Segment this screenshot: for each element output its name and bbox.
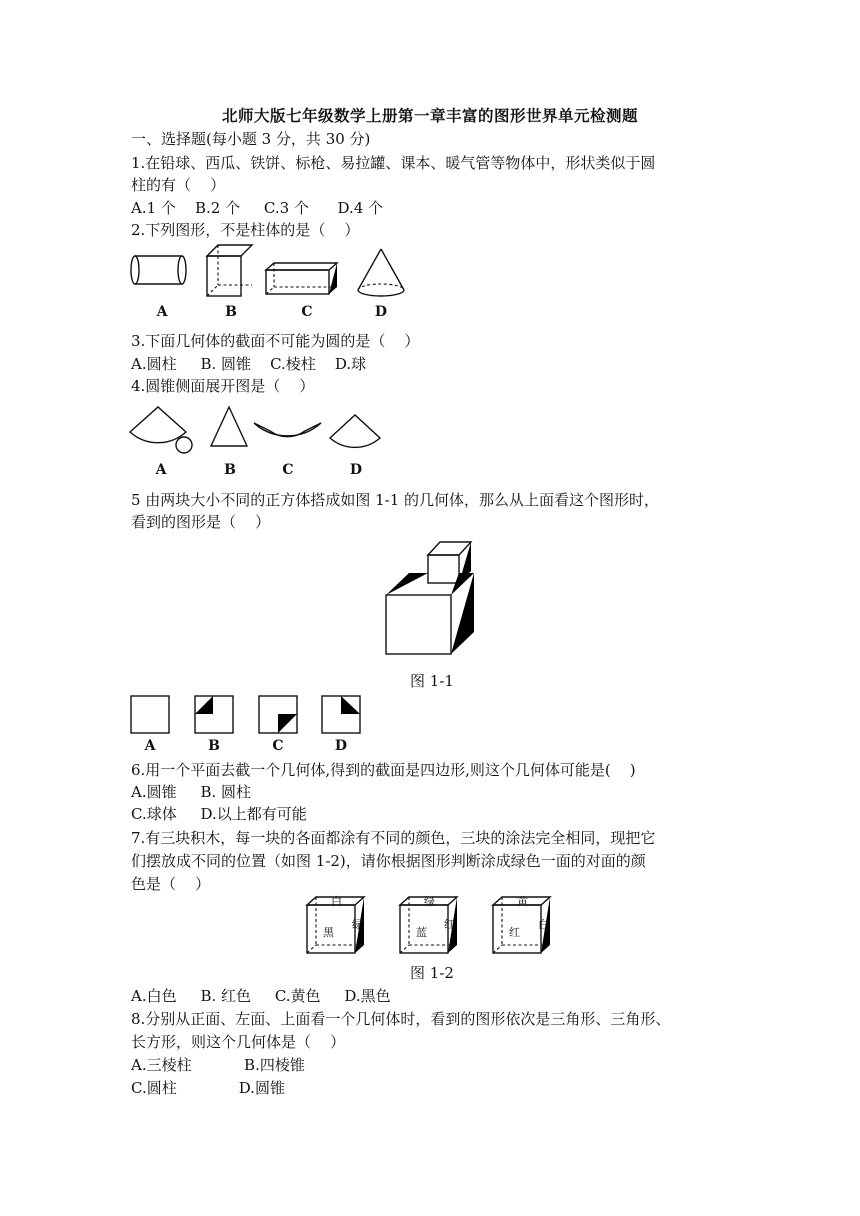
q3-stem: 3.下面几何体的截面不可能为圆的是（ ） (131, 332, 420, 350)
q7-stem-line1: 7.有三块积木，每一块的各面都涂有不同的颜色，三块的涂法完全相同，现把它 (131, 829, 656, 847)
q4-triangle-figure (210, 406, 250, 448)
q7-cube-2 (399, 896, 461, 956)
q8-stem-line2: 长方形，则这个几何体是（ ） (131, 1033, 346, 1051)
q5-label-b: B (208, 738, 220, 754)
q8-options-line1: A.三棱柱 B.四棱锥 (131, 1056, 305, 1074)
q5-option-d-figure (321, 695, 363, 735)
q4-label-d: D (349, 462, 363, 478)
q4-annular-sector-figure (253, 417, 323, 451)
q7-figure-caption: 图 1-2 (410, 964, 454, 982)
q4-label-b: B (224, 462, 236, 478)
q7-cube-1-front: 黑 (323, 926, 334, 939)
q7-stem-line3: 色是（ ） (131, 875, 211, 893)
q2-cone-figure (356, 248, 406, 300)
q7-cube-3-front: 红 (509, 926, 520, 939)
q2-label-b: B (225, 304, 237, 320)
q3-options: A.圆柱 B. 圆锥 C.棱柱 D.球 (131, 355, 367, 373)
q2-label-c: C (301, 304, 313, 320)
q2-stem: 2.下列图形，不是柱体的是（ ） (131, 221, 360, 239)
q7-cube-1-top: 白 (331, 895, 342, 908)
q5-figure-caption: 图 1-1 (410, 672, 454, 690)
q7-cube-3-side: 白 (538, 918, 549, 931)
page-title: 北师大版七年级数学上册第一章丰富的图形世界单元检测题 (221, 107, 638, 125)
q2-cylinder-figure (130, 252, 190, 292)
q7-cube-2-side: 红 (444, 918, 455, 931)
q2-cube-figure (206, 244, 256, 299)
q5-option-c-figure (258, 695, 300, 735)
q4-stem: 4.圆锥侧面展开图是（ ） (131, 377, 315, 395)
section-heading: 一、选择题(每小题 3 分，共 30 分) (131, 130, 371, 148)
q4-small-sector-figure (328, 414, 384, 448)
q8-options-line2: C.圆柱 D.圆锥 (131, 1079, 285, 1097)
q5-stem-line2: 看到的图形是（ ） (131, 513, 271, 531)
q7-cube-3 (492, 896, 554, 956)
q5-option-b-figure (194, 695, 236, 735)
q7-stem-line2: 们摆放成不同的位置（如图 1-2)，请你根据图形判断涂成绿色一面的对面的颜 (131, 852, 646, 870)
q2-label-d: D (374, 304, 388, 320)
q6-stem: 6.用一个平面去截一个几何体,得到的截面是四边形,则这个几何体可能是( ) (131, 761, 636, 779)
q4-label-a: A (155, 462, 167, 478)
q5-label-d: D (334, 738, 348, 754)
q7-options: A.白色 B. 红色 C.黄色 D.黑色 (131, 987, 391, 1005)
q7-cube-1 (306, 896, 368, 956)
q2-prism-figure (265, 262, 339, 296)
q7-cube-2-top: 绿 (424, 895, 435, 908)
q5-label-c: C (272, 738, 284, 754)
q4-sector-with-circle-figure (128, 405, 196, 457)
q5-label-a: A (144, 738, 156, 754)
q1-stem-line2: 柱的有（ ） (131, 176, 226, 194)
q2-label-a: A (156, 304, 168, 320)
q6-options-line2: C.球体 D.以上都有可能 (131, 805, 307, 823)
q8-stem-line1: 8.分别从正面、左面、上面看一个几何体时，看到的图形依次是三角形、三角形、 (131, 1010, 671, 1028)
q1-stem-line1: 1.在铅球、西瓜、铁饼、标枪、易拉罐、课本、暖气管等物体中，形状类似于圆 (131, 154, 656, 172)
q7-cube-3-top: 黄 (517, 895, 528, 908)
q7-cube-2-front: 蓝 (416, 926, 427, 939)
q1-options: A.1 个 B.2 个 C.3 个 D.4 个 (131, 199, 384, 217)
q6-options-line1: A.圆锥 B. 圆柱 (131, 783, 252, 801)
q5-option-a-figure (130, 695, 172, 735)
q5-stem-line1: 5 由两块大小不同的正方体搭成如图 1-1 的几何体，那么从上面看这个图形时， (131, 491, 660, 509)
q5-cube-stack-figure (385, 540, 475, 660)
q4-label-c: C (282, 462, 294, 478)
q7-cube-1-side: 绿 (352, 918, 363, 931)
